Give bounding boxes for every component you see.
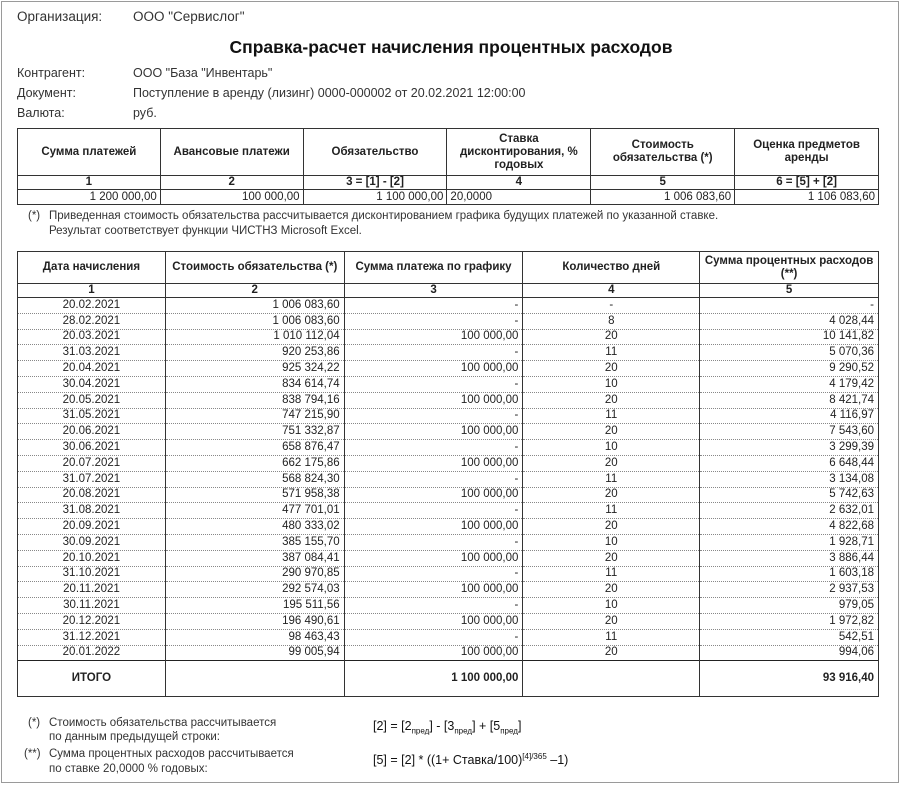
row-payment: 100 000,00	[344, 519, 523, 535]
total-label: ИТОГО	[18, 661, 166, 697]
row-days: 20	[523, 361, 700, 377]
row-payment: -	[344, 376, 523, 392]
note-top-line1: Приведенная стоимость обязательства рассчитывается дисконтированием графика будущих платежей по указанной ставке.	[49, 210, 719, 222]
schedule-header: Стоимость обязательства (*)	[165, 252, 344, 284]
row-date: 20.03.2021	[18, 329, 166, 345]
row-payment: -	[344, 503, 523, 519]
total-payment: 1 100 000,00	[344, 661, 523, 697]
row-interest: 4 028,44	[700, 313, 879, 329]
table-row	[18, 487, 879, 503]
row-payment: -	[344, 566, 523, 582]
document-value: Поступление в аренду (лизинг) 0000-000002 от 20.02.2021 12:00:00	[133, 86, 526, 100]
table-row	[18, 534, 879, 550]
table-row	[18, 313, 879, 329]
summary-col-number: 1	[18, 176, 161, 190]
summary-total-payments: 1 200 000,00	[18, 190, 161, 205]
counterparty-label: Контрагент:	[17, 66, 86, 80]
row-payment: -	[344, 345, 523, 361]
note1-line2: по данным предыдущей строки:	[49, 731, 221, 743]
row-payment: 100 000,00	[344, 550, 523, 566]
row-date: 20.04.2021	[18, 361, 166, 377]
row-interest: 994,06	[700, 645, 879, 661]
row-obligation-cost: 751 332,87	[165, 424, 344, 440]
formula-part: ] + [5	[472, 719, 501, 733]
table-row	[18, 424, 879, 440]
row-interest: 4 822,68	[700, 519, 879, 535]
row-obligation-cost: 747 215,90	[165, 408, 344, 424]
table-row	[18, 408, 879, 424]
row-date: 20.02.2021	[18, 298, 166, 314]
row-date: 20.10.2021	[18, 550, 166, 566]
note2-mark: (**)	[24, 748, 41, 760]
row-payment: -	[344, 408, 523, 424]
row-payment: 100 000,00	[344, 392, 523, 408]
row-interest: 3 299,39	[700, 440, 879, 456]
row-obligation-cost: 385 155,70	[165, 534, 344, 550]
note1-line1: Стоимость обязательства рассчитывается	[49, 717, 277, 729]
row-interest: -	[700, 298, 879, 314]
org-value: ООО "Сервислог"	[133, 9, 245, 24]
schedule-header: Сумма процентных расходов (**)	[700, 252, 879, 284]
summary-obligation-cost: 1 006 083,60	[591, 190, 735, 205]
summary-col-number: 4	[447, 176, 591, 190]
table-row	[18, 392, 879, 408]
row-days: 11	[523, 471, 700, 487]
schedule-table	[17, 251, 879, 697]
row-interest: 979,05	[700, 598, 879, 614]
row-interest: 2 632,01	[700, 503, 879, 519]
org-label: Организация:	[17, 9, 103, 24]
row-payment: -	[344, 598, 523, 614]
row-payment: 100 000,00	[344, 582, 523, 598]
row-obligation-cost: 480 333,02	[165, 519, 344, 535]
row-date: 20.06.2021	[18, 424, 166, 440]
table-row	[18, 613, 879, 629]
schedule-col-number: 2	[165, 284, 344, 298]
row-payment: 100 000,00	[344, 645, 523, 661]
row-payment: -	[344, 471, 523, 487]
row-days: 20	[523, 424, 700, 440]
row-date: 31.10.2021	[18, 566, 166, 582]
row-days: 20	[523, 582, 700, 598]
row-obligation-cost: 98 463,43	[165, 629, 344, 645]
row-obligation-cost: 1 006 083,60	[165, 298, 344, 314]
row-obligation-cost: 1 006 083,60	[165, 313, 344, 329]
row-date: 30.11.2021	[18, 598, 166, 614]
table-row	[18, 645, 879, 661]
schedule-body	[18, 298, 879, 661]
summary-rate: 20,0000	[447, 190, 591, 205]
row-payment: -	[344, 629, 523, 645]
formula-sub: пред	[500, 726, 518, 736]
row-interest: 1 972,82	[700, 613, 879, 629]
row-days: -	[523, 298, 700, 314]
note2-line1: Сумма процентных расходов рассчитывается	[49, 748, 294, 760]
row-interest: 4 116,97	[700, 408, 879, 424]
summary-col-number: 5	[591, 176, 735, 190]
row-obligation-cost: 196 490,61	[165, 613, 344, 629]
table-row	[18, 503, 879, 519]
row-days: 20	[523, 455, 700, 471]
note1-mark: (*)	[28, 717, 41, 729]
row-days: 20	[523, 550, 700, 566]
row-obligation-cost: 571 958,38	[165, 487, 344, 503]
page-title: Справка-расчет начисления процентных расходов	[229, 37, 673, 57]
summary-col-number: 6 = [5] + [2]	[735, 176, 879, 190]
row-days: 20	[523, 613, 700, 629]
row-date: 31.03.2021	[18, 345, 166, 361]
row-date: 30.04.2021	[18, 376, 166, 392]
schedule-header: Сумма платежа по графику	[344, 252, 523, 284]
row-date: 28.02.2021	[18, 313, 166, 329]
currency-value: руб.	[133, 106, 157, 120]
row-interest: 5 070,36	[700, 345, 879, 361]
row-date: 20.07.2021	[18, 455, 166, 471]
row-days: 20	[523, 392, 700, 408]
row-days: 10	[523, 598, 700, 614]
total-empty	[165, 661, 344, 697]
summary-col-number: 2	[160, 176, 303, 190]
row-obligation-cost: 195 511,56	[165, 598, 344, 614]
table-row	[18, 376, 879, 392]
row-days: 10	[523, 376, 700, 392]
summary-header: Ставка дисконтирования, % годовых	[447, 129, 591, 176]
summary-header: Оценка предметов аренды	[735, 129, 879, 176]
row-interest: 5 742,63	[700, 487, 879, 503]
total-empty	[523, 661, 700, 697]
row-obligation-cost: 838 794,16	[165, 392, 344, 408]
row-days: 20	[523, 519, 700, 535]
table-row	[18, 440, 879, 456]
summary-table	[17, 128, 879, 205]
row-payment: -	[344, 298, 523, 314]
note-top-mark: (*)	[28, 210, 41, 222]
row-days: 20	[523, 645, 700, 661]
row-date: 20.05.2021	[18, 392, 166, 408]
counterparty-value: ООО "База "Инвентарь"	[133, 66, 273, 80]
row-date: 20.08.2021	[18, 487, 166, 503]
table-row	[18, 345, 879, 361]
row-date: 20.01.2022	[18, 645, 166, 661]
row-date: 31.07.2021	[18, 471, 166, 487]
table-row	[18, 582, 879, 598]
row-payment: 100 000,00	[344, 455, 523, 471]
row-obligation-cost: 925 324,22	[165, 361, 344, 377]
row-interest: 8 421,74	[700, 392, 879, 408]
summary-asset-value: 1 106 083,60	[735, 190, 879, 205]
row-obligation-cost: 477 701,01	[165, 503, 344, 519]
row-payment: 100 000,00	[344, 487, 523, 503]
row-payment: 100 000,00	[344, 424, 523, 440]
row-interest: 3 134,08	[700, 471, 879, 487]
row-interest: 2 937,53	[700, 582, 879, 598]
row-interest: 6 648,44	[700, 455, 879, 471]
row-payment: -	[344, 534, 523, 550]
row-days: 11	[523, 629, 700, 645]
table-row	[18, 629, 879, 645]
formula-obligation	[373, 719, 521, 736]
formula-sub: пред	[454, 726, 473, 736]
row-interest: 542,51	[700, 629, 879, 645]
row-obligation-cost: 387 084,41	[165, 550, 344, 566]
row-days: 11	[523, 408, 700, 424]
table-row	[18, 329, 879, 345]
formula-part: ] - [3	[429, 719, 455, 733]
row-days: 10	[523, 534, 700, 550]
row-interest: 3 886,44	[700, 550, 879, 566]
table-row	[18, 519, 879, 535]
row-interest: 10 141,82	[700, 329, 879, 345]
summary-header: Сумма платежей	[18, 129, 161, 176]
row-days: 20	[523, 487, 700, 503]
formula-part: [5] = [2] * ((1+ Ставка/100)	[373, 753, 523, 768]
table-row	[18, 455, 879, 471]
row-payment: -	[344, 313, 523, 329]
row-interest: 4 179,42	[700, 376, 879, 392]
row-date: 31.12.2021	[18, 629, 166, 645]
row-interest: 1 603,18	[700, 566, 879, 582]
formula-part: [2] = [2	[373, 719, 412, 733]
schedule-col-number: 4	[523, 284, 700, 298]
schedule-header: Количество дней	[523, 252, 700, 284]
row-obligation-cost: 292 574,03	[165, 582, 344, 598]
row-obligation-cost: 662 175,86	[165, 455, 344, 471]
row-days: 10	[523, 440, 700, 456]
formula-interest	[373, 752, 568, 767]
row-payment: 100 000,00	[344, 613, 523, 629]
formula-part: –1)	[546, 753, 569, 768]
note2-line2: по ставке 20,0000 % годовых:	[49, 763, 208, 775]
formula-sup: [4]/365	[522, 752, 547, 761]
table-row	[18, 471, 879, 487]
table-row	[18, 361, 879, 377]
table-row	[18, 566, 879, 582]
total-interest: 93 916,40	[700, 661, 879, 697]
row-payment: -	[344, 440, 523, 456]
row-obligation-cost: 1 010 112,04	[165, 329, 344, 345]
schedule-header: Дата начисления	[18, 252, 166, 284]
row-date: 20.11.2021	[18, 582, 166, 598]
table-row	[18, 550, 879, 566]
table-row	[18, 598, 879, 614]
formula-sub: пред	[411, 726, 430, 736]
row-obligation-cost: 658 876,47	[165, 440, 344, 456]
schedule-col-number: 5	[700, 284, 879, 298]
row-payment: 100 000,00	[344, 361, 523, 377]
row-obligation-cost: 290 970,85	[165, 566, 344, 582]
summary-header: Авансовые платежи	[160, 129, 303, 176]
row-date: 31.05.2021	[18, 408, 166, 424]
row-interest: 1 928,71	[700, 534, 879, 550]
schedule-col-number: 1	[18, 284, 166, 298]
summary-advance: 100 000,00	[160, 190, 303, 205]
row-date: 20.12.2021	[18, 613, 166, 629]
document-label: Документ:	[17, 86, 76, 100]
row-date: 20.09.2021	[18, 519, 166, 535]
row-obligation-cost: 920 253,86	[165, 345, 344, 361]
row-interest: 7 543,60	[700, 424, 879, 440]
row-date: 30.06.2021	[18, 440, 166, 456]
schedule-col-number: 3	[344, 284, 523, 298]
row-days: 11	[523, 345, 700, 361]
formula-part: ]	[517, 719, 522, 733]
summary-header: Стоимость обязательства (*)	[591, 129, 735, 176]
summary-header: Обязательство	[303, 129, 447, 176]
row-days: 11	[523, 566, 700, 582]
row-days: 11	[523, 503, 700, 519]
row-interest: 9 290,52	[700, 361, 879, 377]
currency-label: Валюта:	[17, 106, 65, 120]
row-obligation-cost: 99 005,94	[165, 645, 344, 661]
row-days: 8	[523, 313, 700, 329]
summary-col-number: 3 = [1] - [2]	[303, 176, 447, 190]
note-top-line2: Результат соответствует функции ЧИСТНЗ Microsoft Excel.	[49, 225, 362, 237]
row-date: 31.08.2021	[18, 503, 166, 519]
table-row	[18, 298, 879, 314]
row-obligation-cost: 568 824,30	[165, 471, 344, 487]
row-days: 20	[523, 329, 700, 345]
row-payment: 100 000,00	[344, 329, 523, 345]
row-date: 30.09.2021	[18, 534, 166, 550]
summary-obligation: 1 100 000,00	[303, 190, 447, 205]
row-obligation-cost: 834 614,74	[165, 376, 344, 392]
